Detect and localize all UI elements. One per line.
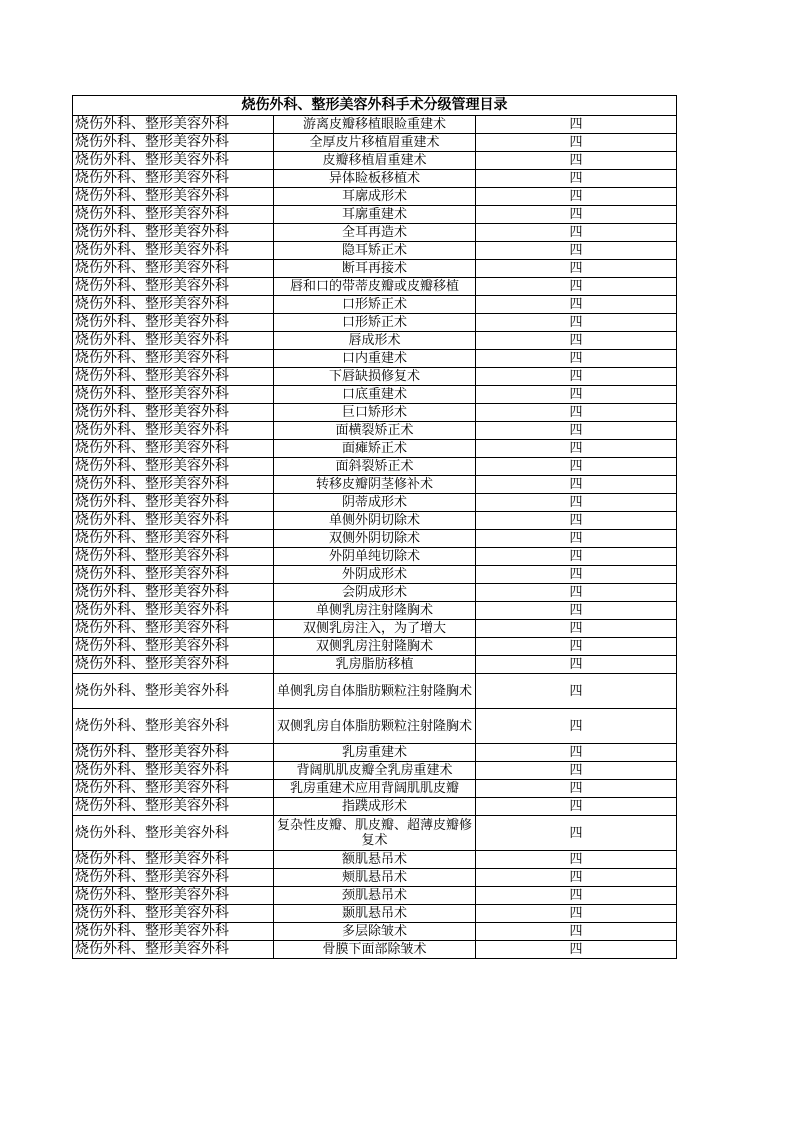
procedure-cell: 乳房脂肪移植 [274,656,476,674]
grade-cell: 四 [476,923,677,941]
department-cell: 烧伤外科、整形美容外科 [73,780,274,798]
department-cell: 烧伤外科、整形美容外科 [73,152,274,170]
procedure-cell: 双侧乳房注入，为了增大 [274,620,476,638]
table-row [73,674,677,709]
table-row [73,350,677,368]
procedure-cell: 游离皮瓣移植眼睑重建术 [274,116,476,134]
department-cell: 烧伤外科、整形美容外科 [73,314,274,332]
procedure-cell: 面横裂矫正术 [274,422,476,440]
procedure-cell: 阴蒂成形术 [274,494,476,512]
department-cell: 烧伤外科、整形美容外科 [73,476,274,494]
table-row [73,923,677,941]
grade-cell: 四 [476,512,677,530]
table-row [73,548,677,566]
grade-cell: 四 [476,851,677,869]
grade-cell: 四 [476,404,677,422]
procedure-cell: 外阴成形术 [274,566,476,584]
department-cell: 烧伤外科、整形美容外科 [73,332,274,350]
department-cell: 烧伤外科、整形美容外科 [73,798,274,816]
department-cell: 烧伤外科、整形美容外科 [73,278,274,296]
department-cell: 烧伤外科、整形美容外科 [73,620,274,638]
procedure-cell: 额肌悬吊术 [274,851,476,869]
grade-cell: 四 [476,869,677,887]
procedure-cell: 乳房重建术 [274,744,476,762]
table-row [73,332,677,350]
procedure-cell: 骨膜下面部除皱术 [274,941,476,959]
grade-cell: 四 [476,278,677,296]
table-row [73,188,677,206]
table-row [73,152,677,170]
table-row [73,386,677,404]
grade-cell: 四 [476,134,677,152]
grade-cell: 四 [476,674,677,709]
grade-cell: 四 [476,941,677,959]
table-row [73,242,677,260]
table-row [73,798,677,816]
department-cell: 烧伤外科、整形美容外科 [73,566,274,584]
table-row [73,638,677,656]
department-cell: 烧伤外科、整形美容外科 [73,188,274,206]
department-cell: 烧伤外科、整形美容外科 [73,905,274,923]
procedure-cell: 颞肌悬吊术 [274,905,476,923]
procedure-cell: 会阴成形术 [274,584,476,602]
department-cell: 烧伤外科、整形美容外科 [73,744,274,762]
department-cell: 烧伤外科、整形美容外科 [73,548,274,566]
table-row [73,404,677,422]
grade-cell: 四 [476,816,677,851]
grade-cell: 四 [476,152,677,170]
department-cell: 烧伤外科、整形美容外科 [73,206,274,224]
procedure-cell: 单侧乳房注射隆胸术 [274,602,476,620]
grade-cell: 四 [476,602,677,620]
procedure-cell: 双侧乳房注射隆胸术 [274,638,476,656]
table-row [73,206,677,224]
table-row [73,762,677,780]
department-cell: 烧伤外科、整形美容外科 [73,512,274,530]
procedure-cell: 背阔肌肌皮瓣全乳房重建术 [274,762,476,780]
table-row [73,458,677,476]
table-row [73,709,677,744]
department-cell: 烧伤外科、整形美容外科 [73,923,274,941]
surgery-grade-sheet [72,95,676,959]
table-row [73,851,677,869]
department-cell: 烧伤外科、整形美容外科 [73,296,274,314]
grade-cell: 四 [476,350,677,368]
department-cell: 烧伤外科、整形美容外科 [73,404,274,422]
table-row [73,224,677,242]
procedure-cell: 复杂性皮瓣、肌皮瓣、超薄皮瓣修复术 [274,816,476,851]
department-cell: 烧伤外科、整形美容外科 [73,260,274,278]
department-cell: 烧伤外科、整形美容外科 [73,422,274,440]
procedure-cell: 口内重建术 [274,350,476,368]
procedure-cell: 面瘫矫正术 [274,440,476,458]
department-cell: 烧伤外科、整形美容外科 [73,368,274,386]
procedure-cell: 双侧外阴切除术 [274,530,476,548]
department-cell: 烧伤外科、整形美容外科 [73,350,274,368]
department-cell: 烧伤外科、整形美容外科 [73,386,274,404]
grade-cell: 四 [476,170,677,188]
grade-cell: 四 [476,887,677,905]
grade-cell: 四 [476,494,677,512]
department-cell: 烧伤外科、整形美容外科 [73,762,274,780]
table-row [73,440,677,458]
table-row [73,116,677,134]
department-cell: 烧伤外科、整形美容外科 [73,638,274,656]
table-row [73,530,677,548]
procedure-cell: 转移皮瓣阴茎修补术 [274,476,476,494]
procedure-cell: 乳房重建术应用背阔肌肌皮瓣 [274,780,476,798]
procedure-cell: 面斜裂矫正术 [274,458,476,476]
department-cell: 烧伤外科、整形美容外科 [73,709,274,744]
grade-cell: 四 [476,260,677,278]
department-cell: 烧伤外科、整形美容外科 [73,494,274,512]
procedure-cell: 皮瓣移植眉重建术 [274,152,476,170]
table-row [73,134,677,152]
table-row [73,260,677,278]
table-row [73,620,677,638]
table-row [73,494,677,512]
procedure-cell: 断耳再接术 [274,260,476,278]
grade-cell: 四 [476,798,677,816]
department-cell: 烧伤外科、整形美容外科 [73,584,274,602]
department-cell: 烧伤外科、整形美容外科 [73,656,274,674]
department-cell: 烧伤外科、整形美容外科 [73,887,274,905]
procedure-cell: 隐耳矫正术 [274,242,476,260]
procedure-cell: 异体睑板移植术 [274,170,476,188]
procedure-cell: 单侧乳房自体脂肪颗粒注射隆胸术 [274,674,476,709]
grade-cell: 四 [476,296,677,314]
table-row [73,941,677,959]
department-cell: 烧伤外科、整形美容外科 [73,170,274,188]
procedure-cell: 颈肌悬吊术 [274,887,476,905]
procedure-cell: 外阴单纯切除术 [274,548,476,566]
procedure-cell: 颊肌悬吊术 [274,869,476,887]
grade-cell: 四 [476,530,677,548]
grade-cell: 四 [476,116,677,134]
procedure-cell: 下唇缺损修复术 [274,368,476,386]
procedure-cell: 口底重建术 [274,386,476,404]
procedure-cell: 唇和口的带蒂皮瓣或皮瓣移植 [274,278,476,296]
department-cell: 烧伤外科、整形美容外科 [73,941,274,959]
table-row [73,296,677,314]
table-row [73,602,677,620]
table-row [73,887,677,905]
grade-cell: 四 [476,620,677,638]
table-row [73,314,677,332]
department-cell: 烧伤外科、整形美容外科 [73,602,274,620]
procedure-cell: 单侧外阴切除术 [274,512,476,530]
grade-cell: 四 [476,224,677,242]
table-row [73,816,677,851]
procedure-cell: 双侧乳房自体脂肪颗粒注射隆胸术 [274,709,476,744]
table-row [73,869,677,887]
grade-cell: 四 [476,242,677,260]
grade-cell: 四 [476,440,677,458]
grade-cell: 四 [476,422,677,440]
grade-cell: 四 [476,584,677,602]
table-row [73,905,677,923]
table-row [73,476,677,494]
table-row [73,278,677,296]
grade-cell: 四 [476,206,677,224]
grade-cell: 四 [476,458,677,476]
table-row [73,584,677,602]
grade-cell: 四 [476,905,677,923]
grade-cell: 四 [476,368,677,386]
grade-cell: 四 [476,386,677,404]
department-cell: 烧伤外科、整形美容外科 [73,816,274,851]
procedure-cell: 全耳再造术 [274,224,476,242]
grade-cell: 四 [476,656,677,674]
procedure-cell: 唇成形术 [274,332,476,350]
procedure-cell: 多层除皱术 [274,923,476,941]
table-row [73,422,677,440]
department-cell: 烧伤外科、整形美容外科 [73,674,274,709]
table-title: 烧伤外科、整形美容外科手术分级管理目录 [73,96,677,116]
department-cell: 烧伤外科、整形美容外科 [73,242,274,260]
table-row [73,170,677,188]
procedure-cell: 指蹼成形术 [274,798,476,816]
department-cell: 烧伤外科、整形美容外科 [73,224,274,242]
table-row [73,744,677,762]
procedure-cell: 巨口矫形术 [274,404,476,422]
procedure-cell: 耳廓成形术 [274,188,476,206]
procedure-cell: 全厚皮片移植眉重建术 [274,134,476,152]
grade-cell: 四 [476,638,677,656]
grade-cell: 四 [476,314,677,332]
surgery-grade-table [72,95,677,959]
department-cell: 烧伤外科、整形美容外科 [73,458,274,476]
grade-cell: 四 [476,709,677,744]
title-row [73,96,677,116]
grade-cell: 四 [476,780,677,798]
department-cell: 烧伤外科、整形美容外科 [73,116,274,134]
procedure-cell: 口形矫正术 [274,314,476,332]
grade-cell: 四 [476,548,677,566]
grade-cell: 四 [476,744,677,762]
table-row [73,512,677,530]
grade-cell: 四 [476,566,677,584]
table-row [73,368,677,386]
procedure-cell: 口形矫正术 [274,296,476,314]
department-cell: 烧伤外科、整形美容外科 [73,134,274,152]
grade-cell: 四 [476,762,677,780]
table-row [73,656,677,674]
grade-cell: 四 [476,188,677,206]
table-row [73,780,677,798]
department-cell: 烧伤外科、整形美容外科 [73,869,274,887]
department-cell: 烧伤外科、整形美容外科 [73,440,274,458]
grade-cell: 四 [476,476,677,494]
procedure-cell: 耳廓重建术 [274,206,476,224]
department-cell: 烧伤外科、整形美容外科 [73,530,274,548]
table-row [73,566,677,584]
table-body [73,116,677,959]
department-cell: 烧伤外科、整形美容外科 [73,851,274,869]
grade-cell: 四 [476,332,677,350]
